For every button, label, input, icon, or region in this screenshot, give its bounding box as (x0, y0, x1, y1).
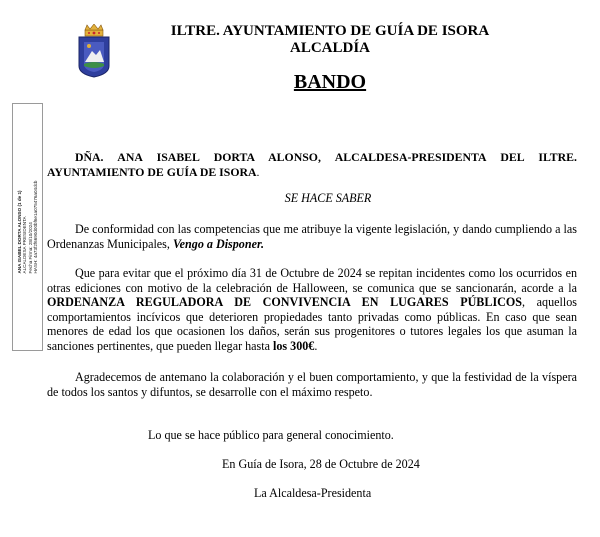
paragraph-halloween (47, 266, 577, 354)
paragraph-thanks: Agradecemos de antemano la colaboración y el buen comportamiento, y que la festividad de la víspera de todos los santos y difuntos, se desarrolle con el máximo respeto. (47, 370, 577, 399)
signature-hash: HASH: 4a73f2f6690d00bf6e1a075476a04dcb (32, 180, 38, 274)
intro-text: DÑA. ANA ISABEL DORTA ALONSO, ALCALDESA-PRESIDENTA DEL ILTRE. AYUNTAMIENTO DE GUÍA DE ISORA (47, 150, 577, 179)
signature-signer: ANA ISABEL DORTA ALONSO (1 de 1) (16, 190, 22, 274)
paragraph-competences-emphasis: Vengo a Disponer. (172, 236, 265, 251)
intro-end: . (256, 164, 260, 179)
signature-date: Fecha Firma: 28/10/2024 (27, 222, 33, 274)
crest-icon (76, 24, 112, 78)
document-title: BANDO (293, 71, 367, 93)
electronic-signature-stamp (12, 103, 43, 351)
ordinance-name: ORDENANZA REGULADORA DE CONVIVENCIA EN LUGARES PÚBLICOS (47, 295, 523, 310)
fine-amount: los 300€ (273, 338, 315, 353)
signer-title: La Alcaldesa-Presidenta (254, 486, 372, 500)
place-and-date: En Guía de Isora, 28 de Octubre de 2024 (222, 457, 420, 471)
paragraph-halloween-part2: , aquellos comportamientos incívicos que deterioren propiedades tanto privadas como públicas. En caso que sean menores de edad los que ocasionen los daños, serán sus progenitores o tutores legales los que asuman la sanciones pertinentes, que pueden llegar hasta (47, 295, 577, 353)
paragraph-competences (47, 222, 577, 251)
closing-statement: Lo que se hace público para general conocimiento. (148, 428, 394, 442)
municipal-crest (76, 24, 112, 78)
paragraph-halloween-part1: Que para evitar que el próximo día 31 de Octubre de 2024 se repitan incidentes como los ocurridos en otras ediciones con motivo de la celebración de Halloween, se comunica que se sancionarán, acorde a la (47, 266, 577, 295)
intro-paragraph (47, 150, 577, 179)
department-name: ALCALDÍA (289, 40, 370, 56)
paragraph-competences-text: De conformidad con las competencias que me atribuye la vigente legislación, y dando cumpliendo a las Ordenanzas Municipales (47, 222, 577, 251)
institution-name: ILTRE. AYUNTAMIENTO DE GUÍA DE ISORA (170, 23, 490, 39)
paragraph-competences-comma: , (166, 236, 170, 251)
paragraph-halloween-end: . (314, 338, 318, 353)
institution-header (130, 23, 530, 57)
signature-role: ALCALDESA PRESIDENTA (22, 216, 28, 274)
announcement-heading: SE HACE SABER (284, 191, 372, 205)
